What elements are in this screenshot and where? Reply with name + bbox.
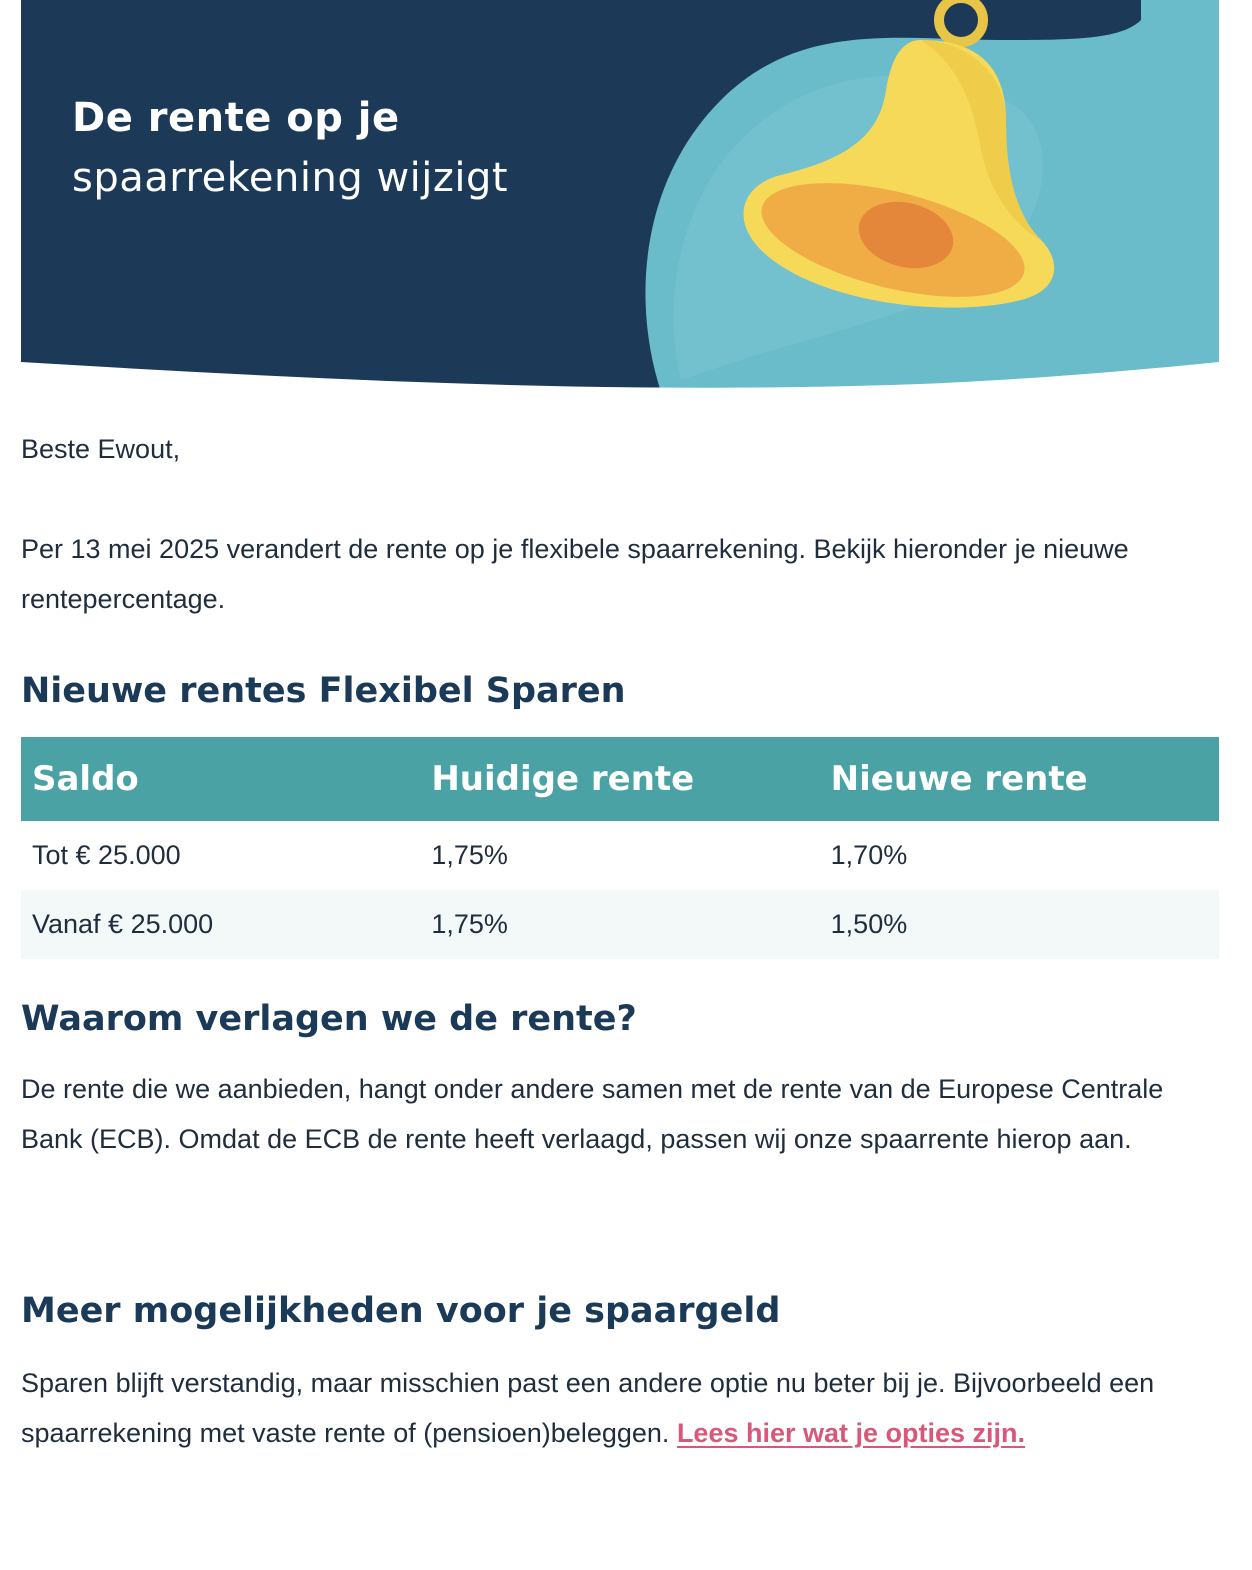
column-header-huidige-rente: Huidige rente — [420, 737, 819, 821]
rates-table — [21, 737, 1219, 959]
options-body: Sparen blijft verstandig, maar misschien past een andere optie nu beter bij je. Bijvoorbeeld een spaarrekening met vaste rente of (pensioen)beleggen. — [21, 1368, 1155, 1448]
cell-huidige-rente: 1,75% — [420, 890, 819, 959]
table-row — [21, 890, 1219, 959]
rates-table-header — [21, 737, 1219, 821]
hero-banner — [21, 0, 1219, 392]
greeting: Beste Ewout, — [21, 434, 181, 464]
table-row — [21, 821, 1219, 890]
cell-nieuwe-rente: 1,70% — [830, 840, 908, 870]
options-link[interactable]: Lees hier wat je opties zijn. — [676, 1418, 1026, 1448]
column-header-saldo: Saldo — [21, 737, 420, 821]
options-heading: Meer mogelijkheden voor je spaargeld — [21, 1291, 781, 1331]
reason-heading: Waarom verlagen we de rente? — [21, 999, 637, 1039]
hero-title-line1: De rente op je — [72, 95, 400, 141]
hero-title-line2: spaarrekening wijzigt — [72, 155, 509, 201]
reason-paragraph: De rente die we aanbieden, hangt onder andere samen met de rente van de Europese Centrale Bank (ECB). Omdat de ECB de rente heeft verlaagd, passen wij onze spaarrente hierop aan. — [21, 1074, 1164, 1154]
rates-heading: Nieuwe rentes Flexibel Sparen — [21, 671, 626, 711]
hero-title — [72, 88, 508, 208]
column-header-nieuwe-rente: Nieuwe rente — [820, 737, 1219, 821]
cell-saldo: Vanaf € 25.000 — [21, 890, 420, 959]
cell-saldo: Tot € 25.000 — [32, 840, 181, 870]
cell-nieuwe-rente: 1,50% — [820, 890, 1219, 959]
options-paragraph — [21, 1358, 1219, 1458]
cell-huidige-rente: 1,75% — [431, 840, 508, 870]
intro-paragraph: Per 13 mei 2025 verandert de rente op je flexibele spaarrekening. Bekijk hieronder je nieuwe rentepercentage. — [21, 534, 1129, 614]
